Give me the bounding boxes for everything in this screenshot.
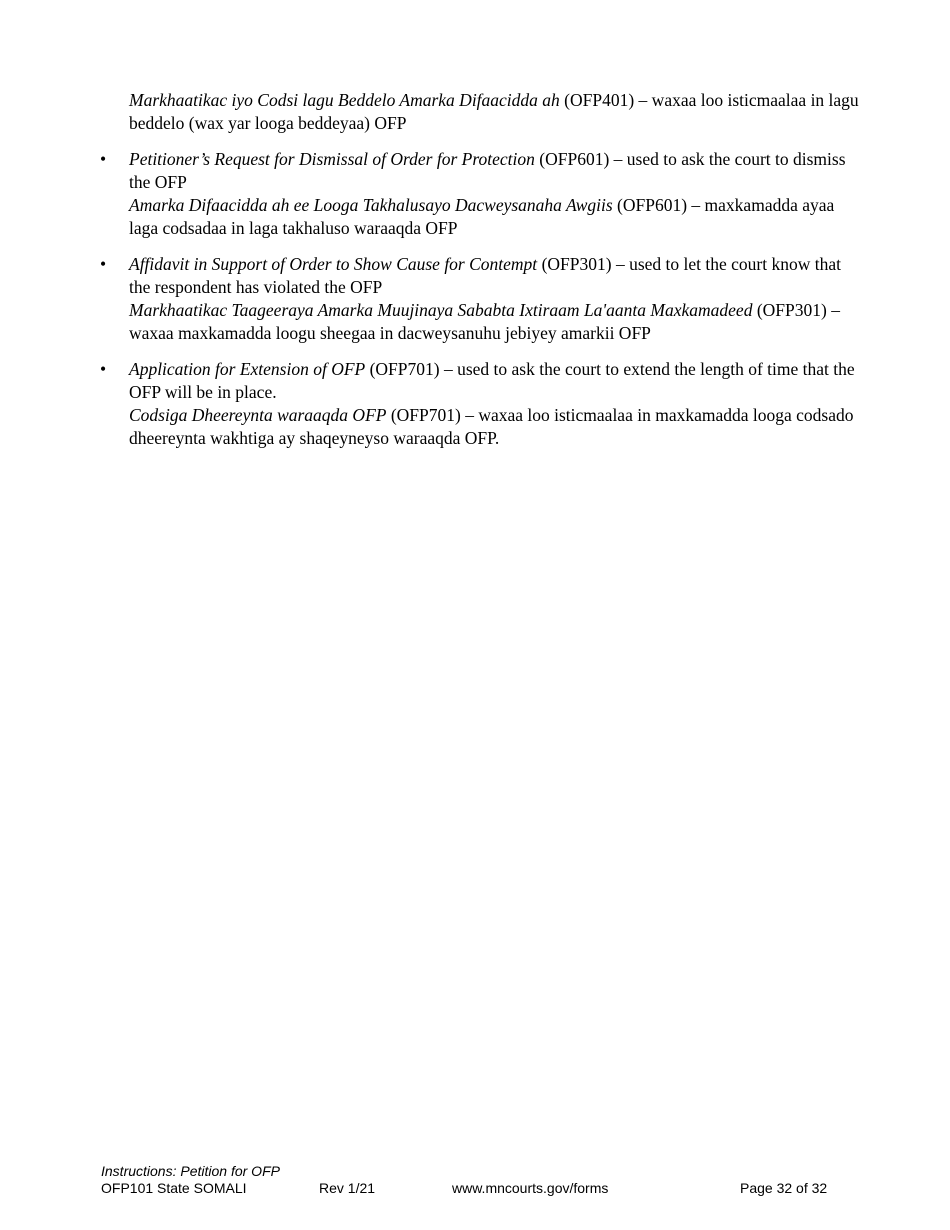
list-item-ofp301 bbox=[100, 253, 860, 345]
form-title-english: Application for Extension of OFP bbox=[129, 359, 366, 379]
somali-entry bbox=[129, 404, 860, 450]
form-title-english: Petitioner’s Request for Dismissal of Order for Protection bbox=[129, 149, 535, 169]
form-description-somali: (OFP301) – waxaa maxkamadda loogu sheegaa in dacweysanuhu jebiyey amarkii OFP bbox=[129, 300, 840, 343]
somali-entry bbox=[129, 194, 860, 240]
continued-entry-ofp401 bbox=[100, 89, 860, 135]
list-item-ofp601 bbox=[100, 148, 860, 240]
form-description-somali: (OFP601) – maxkamadda ayaa laga codsadaa in laga takhaluso waraaqda OFP bbox=[129, 195, 835, 238]
list-item-ofp701 bbox=[100, 358, 860, 450]
english-entry bbox=[129, 148, 860, 194]
bullet-icon: • bbox=[100, 254, 107, 274]
page-footer bbox=[101, 1163, 841, 1197]
form-title-english: Affidavit in Support of Order to Show Cause for Contempt bbox=[129, 254, 538, 274]
footer-document-title: Instructions: Petition for OFP bbox=[101, 1163, 280, 1179]
form-title-somali: Amarka Difaacidda ah ee Looga Takhalusayo Dacweysanaha Awgiis bbox=[129, 195, 613, 215]
footer-form-id: OFP101 State SOMALI bbox=[101, 1180, 247, 1196]
bullet-icon: • bbox=[100, 149, 107, 169]
form-description-english: (OFP601) – used to ask the court to dismiss the OFP bbox=[129, 149, 846, 192]
footer-page-number: Page 32 of 32 bbox=[740, 1180, 828, 1196]
english-entry bbox=[129, 253, 860, 299]
form-description-somali: (OFP701) – waxaa loo isticmaalaa in maxkamadda looga codsado dheereynta wakhtiga ay shaqeyneyso waraaqda OFP. bbox=[129, 405, 854, 448]
form-description-somali: (OFP401) – waxaa loo isticmaalaa in lagu beddelo (wax yar looga beddeyaa) OFP bbox=[129, 90, 859, 133]
english-entry bbox=[129, 358, 860, 404]
somali-entry bbox=[129, 299, 860, 345]
footer-info-row bbox=[101, 1180, 841, 1197]
bullet-icon: • bbox=[100, 359, 107, 379]
form-description-english: (OFP301) – used to let the court know that the respondent has violated the OFP bbox=[129, 254, 841, 297]
document-body bbox=[100, 89, 860, 463]
form-title-somali: Codsiga Dheereynta waraaqda OFP bbox=[129, 405, 387, 425]
form-title-somali: Markhaatikac iyo Codsi lagu Beddelo Amarka Difaacidda ah bbox=[129, 90, 560, 110]
form-title-somali: Markhaatikac Taageeraya Amarka Muujinaya Sababta Ixtiraam La'aanta Maxkamadeed bbox=[129, 300, 753, 320]
footer-revision: Rev 1/21 bbox=[319, 1180, 376, 1196]
form-description-english: (OFP701) – used to ask the court to extend the length of time that the OFP will be in place. bbox=[129, 359, 855, 402]
footer-url: www.mncourts.gov/forms bbox=[452, 1180, 609, 1196]
